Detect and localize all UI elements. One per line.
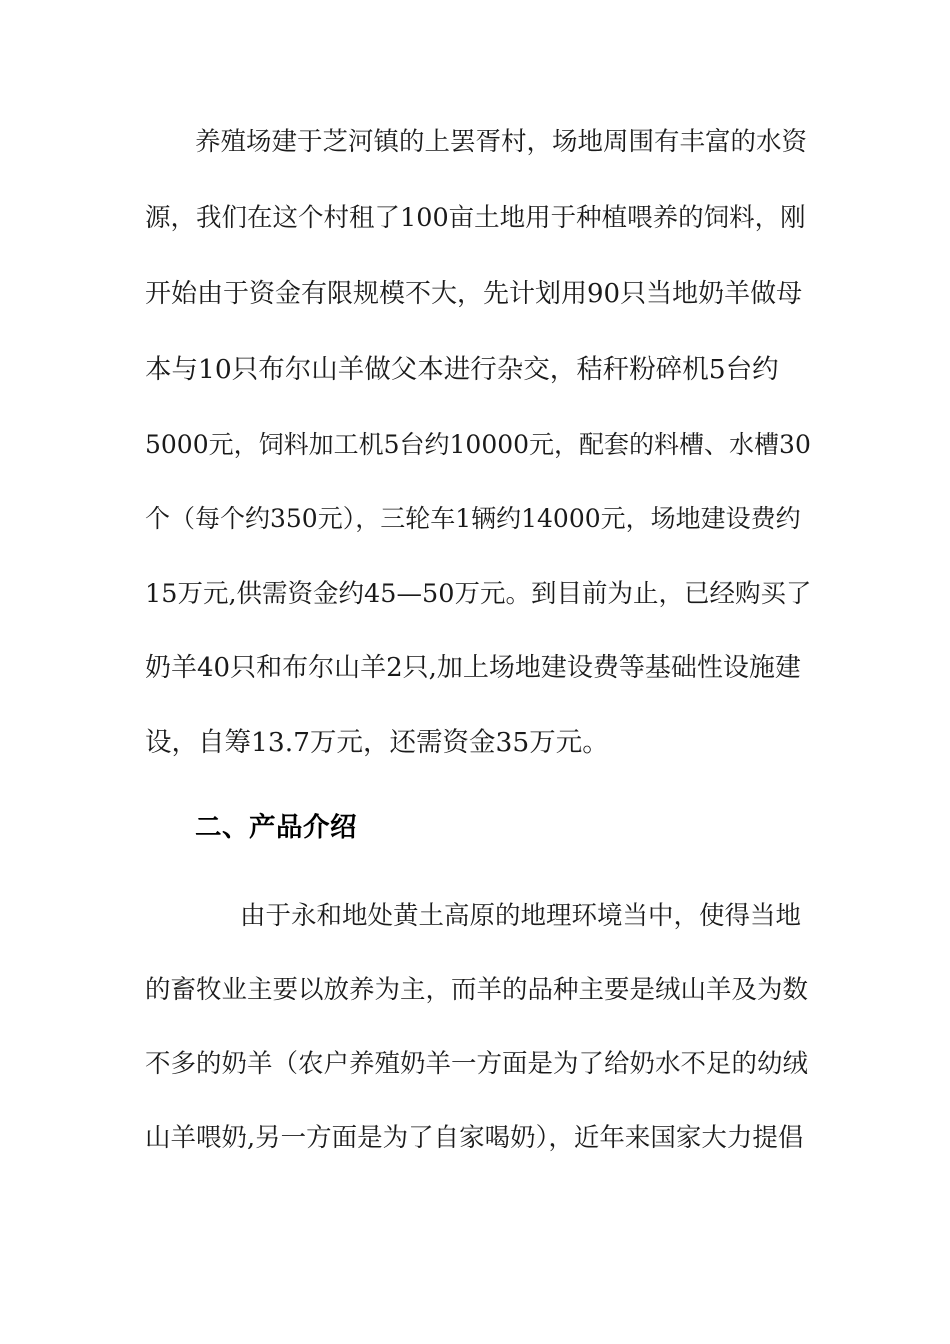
section-heading: 二、产品介绍 [195,812,357,843]
paragraph-2-line-3: 不多的奶羊（农户养殖奶羊一方面是为了给奶水不足的幼绒 [145,1049,809,1079]
paragraph-1-line-2: 源，我们在这个村租了100亩土地用于种植喂养的饲料，刚 [145,203,806,233]
paragraph-1-line-5: 5000元，饲料加工机5台约10000元，配套的料槽、水槽30 [145,430,811,459]
paragraph-2-line-4: 山羊喂奶,另一方面是为了自家喝奶），近年来国家大力提倡 [145,1123,804,1153]
paragraph-1-line-6: 个（每个约350元），三轮车1辆约14000元，场地建设费约 [145,504,801,533]
paragraph-1-line-4: 本与10只布尔山羊做父本进行杂交，秸秆粉碎机5台约 [145,354,779,385]
paragraph-1-line-8: 奶羊40只和布尔山羊2只,加上场地建设费等基础性设施建 [145,653,801,683]
paragraph-2-line-2: 的畜牧业主要以放养为主，而羊的品种主要是绒山羊及为数 [145,975,809,1005]
paragraph-1-line-9: 设，自筹13.7万元，还需资金35万元。 [145,727,609,758]
paragraph-2-line-1: 由于永和地处黄土高原的地理环境当中，使得当地 [240,901,802,931]
paragraph-1-line-7: 15万元,供需资金约45—50万元。到目前为止，已经购买了 [145,579,812,609]
paragraph-1-line-3: 开始由于资金有限规模不大，先计划用90只当地奶羊做母 [145,279,803,309]
paragraph-1-line-1: 养殖场建于芝河镇的上罢胥村，场地周围有丰富的水资 [195,127,808,157]
